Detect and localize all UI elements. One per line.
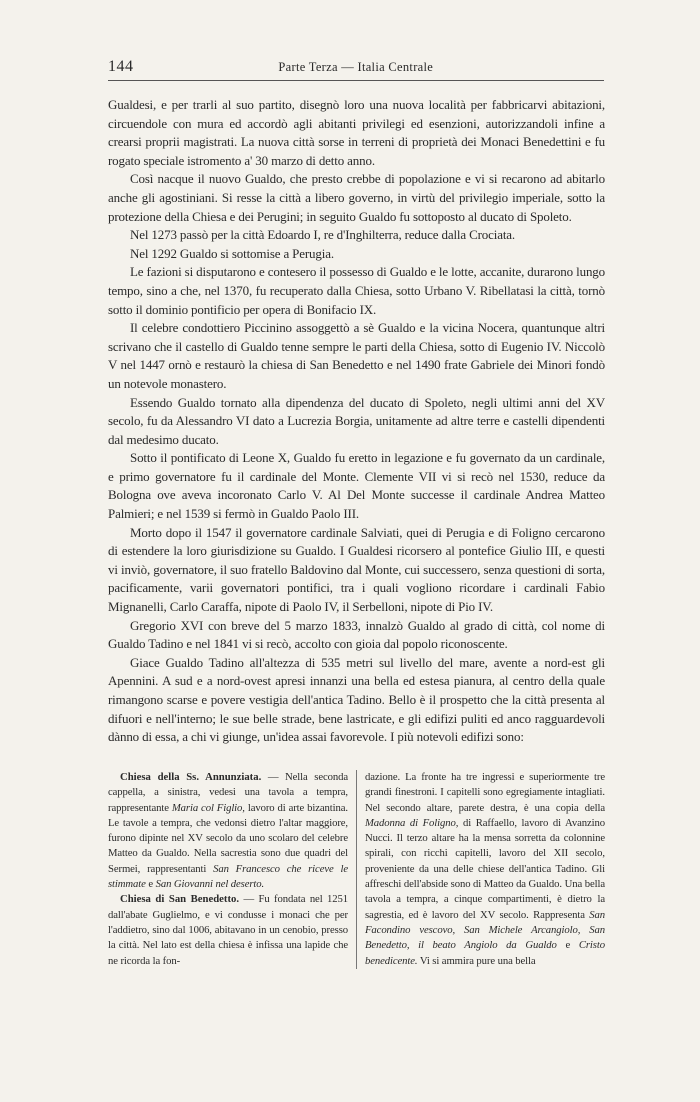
running-head: Parte Terza — Italia Centrale <box>278 60 434 74</box>
paragraph: Nel 1292 Gualdo si sottomise a Perugia. <box>130 245 334 261</box>
entry-annunziata: Chiesa della Ss. Annunziata. — Nella seconda cappella, a sinistra, vedesi una tavola a tempra, rappresentante Maria col Figlio, lavoro di arte bizantina. Le tavole a tempra, che vedonsi dietro l'altar maggiore, furono dipinte nel XV secolo da uno scolaro del celebre Matteo da Gualdo. Nella sacrestia sono due quadri del Sermei, rappresentanti San Francesco che riceve le stimmate e San Giovanni nel deserto. <box>108 771 348 891</box>
paragraph: Le fazioni si disputarono e contesero il possesso di Gualdo e le lotte, accanite, durarono lungo tempo, sino a che, nel 1370, fu recuperato dalla Chiesa, sotto Urbano V. Ribellatasi la città, tornò sotto il dominio pontificio per opera di Bonifacio IX. <box>108 264 605 317</box>
paragraph: Gualdesi, e per trarli al suo partito, disegnò loro una nuova località per fabbricarvi abitazioni, circuendole con mura ed accordò agli abitanti privilegi ed esenzioni, autorizzandoli infine a crearsi proprii magistrati. La nuova città sorse in terreni di proprietà dei Monaci Benedettini e fu rogato speciale istromento a' 30 marzo di detto anno. <box>108 97 605 168</box>
main-text <box>108 96 605 747</box>
page-number: 144 <box>108 58 134 75</box>
paragraph: Sotto il pontificato di Leone X, Gualdo fu eretto in legazione e fu governato da un cardinale, e primo governatore fu il cardinale del Monte. Clemente VII vi si recò nel 1530, reduce da Bologna ove aveva incoronato Carlo V. Al Del Monte successe il cardinale Andrea Matteo Palmieri; e nel 1539 si fermò in Gualdo Paolo III. <box>108 450 605 522</box>
notes-section <box>108 770 605 969</box>
entry-title: Chiesa di San Benedetto. <box>120 893 240 906</box>
paragraph: Così nacque il nuovo Gualdo, che presto crebbe di popolazione e vi si recarono ad abitarlo anche gli agostiniani. Si resse la città a libero governo, in virtù del privilegio imperiale, sotto la protezione della Chiesa e dei Perugini; in seguito Gualdo fu sottoposto al ducato di Spoleto. <box>108 171 605 224</box>
paragraph: Morto dopo il 1547 il governatore cardinale Salviati, quei di Perugia e di Foligno cercarono di estendere la loro giurisdizione su Gualdo. I Gualdesi ricorsero al pontefice Giulio III, e questi vi inviò, governatore, il suo fratello Baldovino dal Monte, cui successero, senza questioni di sorta, pacificamente, varii governatori pontifici, tra i quali vogliono ricordare i cardinali Fabio Mignanelli, Carlo Caraffa, nipote di Paolo IV, il Serbelloni, nipote di Pio IV. <box>108 524 605 615</box>
entry-san-benedetto: Chiesa di San Benedetto. — Fu fondata nel 1251 dall'abate Guglielmo, e vi condusse i monaci che per l'addietro, sino dal 1006, abitavano in un cenobio, presso la città. Nel lato est della chiesa è infissa una lapide che ne ricorda la fon- <box>108 893 348 967</box>
paragraph: Gregorio XVI con breve del 5 marzo 1833, innalzò Gualdo al grado di città, col nome di Gualdo Tadino e nel 1841 vi si recò, accolto con gioia dal popolo riconoscente. <box>108 617 605 652</box>
entry-san-benedetto-continued: dazione. La fronte ha tre ingressi e superiormente tre grandi finestroni. I capitelli sono egregiamente intagliati. Nel secondo altare, parete destra, è una copia della Madonna di Foligno, di Raffaello, lavoro di Avanzino Nucci. Il terzo altare ha la mensa sorretta da colonnine spirali, con ricchi capitelli, lavoro del XII secolo, proveniente da una delle chiese dell'antica Tadino. Gli affreschi dell'abside sono di Matteo da Gualdo. Una bella tavola a tempra, a cinque compartimenti, è dietro la sagrestia, ed è lavoro del XV secolo. Rappresenta San Facondino vescovo, San Michele Arcangiolo, San Benedetto, il beato Angiolo da Gualdo e Cristo benedicente. Vi si ammira pure una bella <box>365 771 605 967</box>
paragraph: Essendo Gualdo tornato alla dipendenza del ducato di Spoleto, negli ultimi anni del XV secolo, fu da Alessandro VI dato a Lucrezia Borgia, unitamente ad altre terre e castelli dipendenti dal medesimo ducato. <box>108 394 605 447</box>
paragraph: Nel 1273 passò per la città Edoardo I, re d'Inghilterra, reduce dalla Crociata. <box>130 227 516 243</box>
notes-column-left <box>108 770 357 969</box>
notes-column-right <box>357 770 605 969</box>
page-header <box>108 58 578 76</box>
paragraph: Il celebre condottiero Piccinino assoggettò a sè Gualdo e la vicina Nocera, quantunque altri scrivano che il castello di Gualdo tenne sempre le parti della Chiesa, sotto di Eugenio IV. Niccolò V nel 1447 ornò e restaurò la chiesa di San Benedetto e nel 1490 frate Gabriele dei Minori fondò un notevole monastero. <box>108 320 605 391</box>
entry-title: Chiesa della Ss. Annunziata. <box>120 771 262 783</box>
paragraph: Giace Gualdo Tadino all'altezza di 535 metri sul livello del mare, avente a nord-est gli Apennini. A sud e a nord-ovest apresi innanzi una bella ed estesa pianura, al centro della quale rimangono scarse e povere vestigia dell'antica Tadino. Bello è il prospetto che la città presenta al difuori e nell'interno; le sue belle strade, bene lastricate, e gli edifizi puliti ed anco ragguardevoli dànno di essa, a chi vi giunge, un'idea assai favorevole. I più notevoli edifizi sono: <box>108 654 605 745</box>
header-rule <box>108 80 604 81</box>
